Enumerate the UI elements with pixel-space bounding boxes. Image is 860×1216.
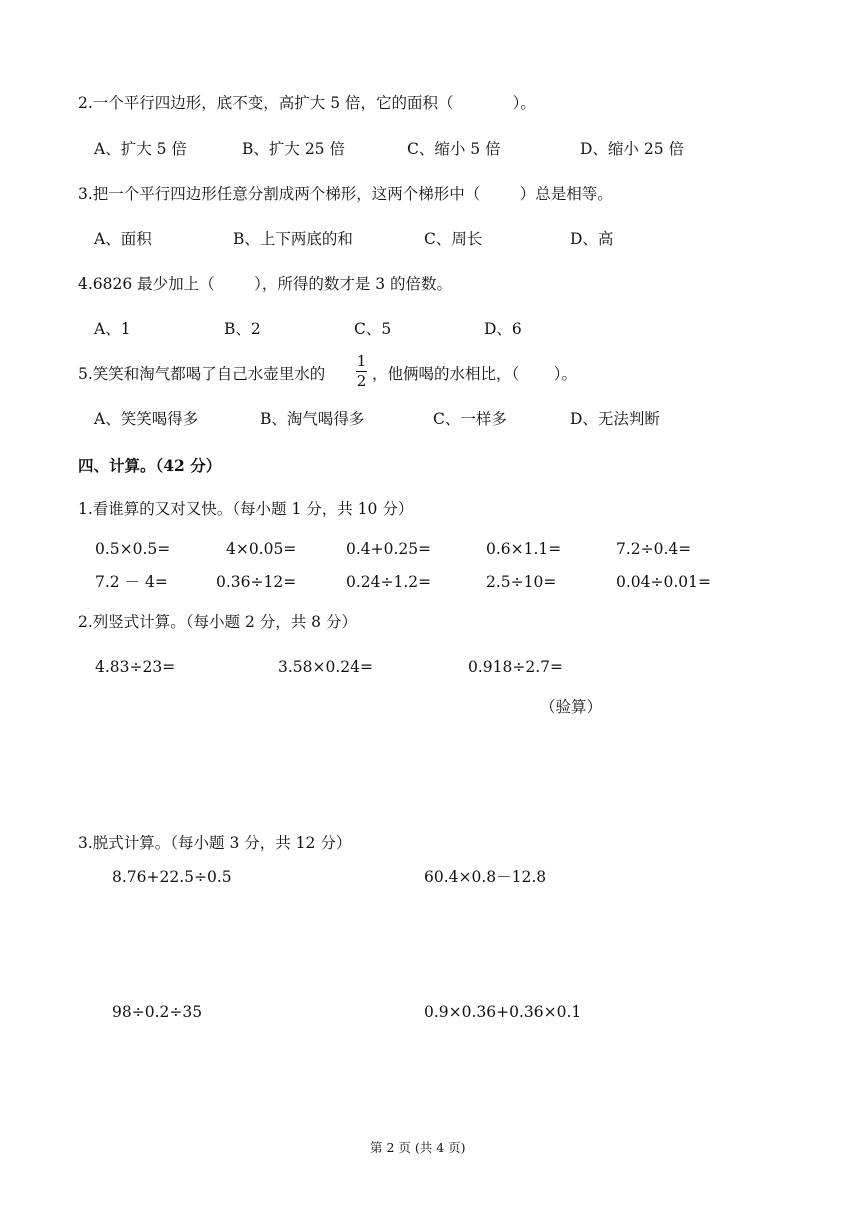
calc-3-title: 3.脱式计算。（每小题 3 分，共 12 分） — [78, 834, 352, 852]
question-4-option-c: C、5 — [354, 320, 392, 338]
question-5-option-a: A、笑笑喝得多 — [94, 410, 199, 428]
question-4-option-d: D、6 — [484, 320, 522, 338]
calc-1-row1-item-1: 0.5×0.5= — [95, 540, 171, 558]
question-2-option-c: C、缩小 5 倍 — [407, 140, 501, 158]
question-5-option-c: C、一样多 — [433, 410, 507, 428]
calc-3-item-1: 8.76+22.5÷0.5 — [112, 868, 232, 886]
question-3-option-b: B、上下两底的和 — [233, 230, 353, 248]
calc-1-row2-item-5: 0.04÷0.01= — [616, 573, 711, 591]
calc-2-item-2: 3.58×0.24= — [278, 658, 373, 676]
calc-1-row2-item-1: 7.2 － 4= — [95, 573, 168, 591]
question-3-option-c: C、周长 — [424, 230, 483, 248]
section-4-heading: 四、计算。（42 分） — [78, 456, 222, 475]
fraction-denominator: 2 — [356, 372, 367, 391]
question-2-option-b: B、扩大 25 倍 — [242, 140, 345, 158]
question-2-option-a: A、扩大 5 倍 — [94, 140, 187, 158]
page-footer: 第 2 页 (共 4 页) — [370, 1140, 466, 1155]
calc-2-item-3: 0.918÷2.7= — [468, 658, 563, 676]
question-5-option-b: B、淘气喝得多 — [260, 410, 365, 428]
calc-1-row2-item-4: 2.5÷10= — [486, 573, 557, 591]
question-2-option-d: D、缩小 25 倍 — [580, 140, 685, 158]
question-3-option-a: A、面积 — [94, 230, 152, 248]
calc-1-row1-item-2: 4×0.05= — [226, 540, 297, 558]
calc-3-item-3: 98÷0.2÷35 — [112, 1003, 203, 1021]
question-3-option-d: D、高 — [570, 230, 614, 248]
calc-1-row1-item-4: 0.6×1.1= — [486, 540, 562, 558]
question-5-stem-after: ，他俩喝的水相比，（ ）。 — [372, 365, 577, 383]
calc-2-item-1: 4.83÷23= — [95, 658, 176, 676]
question-3-stem: 3.把一个平行四边形任意分割成两个梯形，这两个梯形中（ ）总是相等。 — [78, 185, 613, 203]
question-4-stem: 4.6826 最少加上（ ），所得的数才是 3 的倍数。 — [78, 275, 453, 293]
fraction-numerator: 1 — [356, 352, 367, 370]
question-5-stem-before: 5.笑笑和淘气都喝了自己水壶里水的 — [78, 365, 326, 383]
calc-1-row2-item-3: 0.24÷1.2= — [346, 573, 432, 591]
calc-1-row2-item-2: 0.36÷12= — [216, 573, 297, 591]
question-2-stem: 2.一个平行四边形，底不变，高扩大 5 倍，它的面积（ ）。 — [78, 94, 536, 112]
calc-3-item-4: 0.9×0.36+0.36×0.1 — [424, 1003, 582, 1021]
calc-1-row1-item-5: 7.2÷0.4= — [616, 540, 692, 558]
question-5-option-d: D、无法判断 — [570, 410, 660, 428]
calc-3-item-2: 60.4×0.8－12.8 — [424, 868, 547, 886]
calc-1-title: 1.看谁算的又对又快。（每小题 1 分，共 10 分） — [78, 500, 414, 518]
calc-2-check-label: （验算） — [540, 698, 603, 716]
question-4-option-a: A、1 — [94, 320, 131, 338]
calc-1-row1-item-3: 0.4+0.25= — [346, 540, 432, 558]
calc-2-title: 2.列竖式计算。（每小题 2 分，共 8 分） — [78, 613, 357, 631]
question-4-option-b: B、2 — [224, 320, 261, 338]
question-5-fraction — [356, 354, 367, 389]
